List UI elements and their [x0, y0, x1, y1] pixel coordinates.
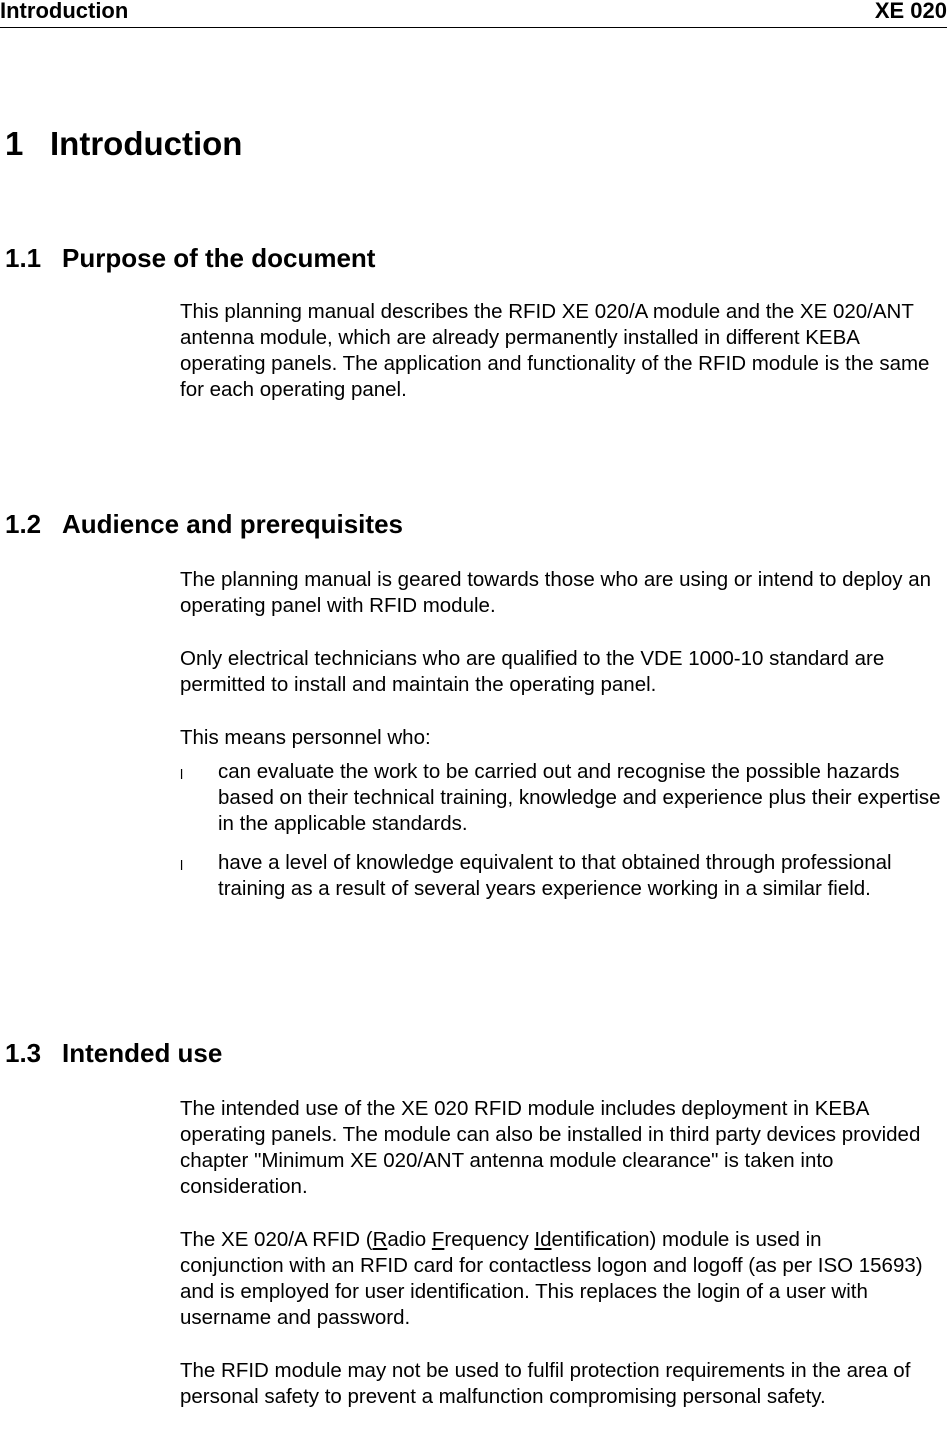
section-title: Audience and prerequisites [62, 509, 403, 539]
section-heading-intended-use [5, 1037, 222, 1069]
section-heading-audience [5, 508, 403, 540]
bullet-marker: l [180, 857, 184, 873]
list-item [180, 850, 945, 902]
paragraph-audience-3: This means personnel who: [180, 726, 431, 749]
header-product-name: XE 020 [874, 0, 947, 23]
rfid-paragraph-rest: conjunction with an RFID card for contactless logon and logoff (as per ISO 15693) and is employed for user identification. This replaces the login of a user with username and password. [180, 1254, 923, 1329]
list-item [180, 759, 945, 837]
rfid-line: The XE 020/A RFID (Radio Frequency Identification) module is used in [180, 1228, 822, 1251]
paragraph-audience-2: Only electrical technicians who are qualified to the VDE 1000-10 standard are permitted to install and maintain the operating panel. [180, 647, 885, 696]
list-item-text: have a level of knowledge equivalent to that obtained through professional training as a result of several years experience working in a similar field. [218, 851, 892, 900]
paragraph-intended-use-2 [180, 1227, 945, 1331]
chapter-heading [5, 124, 242, 164]
header-chapter-title: Introduction [0, 0, 129, 23]
chapter-number: 1 [5, 125, 24, 162]
section-number: 1.1 [5, 243, 42, 273]
section-title: Purpose of the document [62, 243, 376, 273]
section-number: 1.2 [5, 509, 42, 539]
bullet-marker: l [180, 766, 184, 782]
list-item-text: can evaluate the work to be carried out and recognise the possible hazards based on their technical training, knowledge and experience plus their expertise in the applicable standards. [218, 760, 941, 835]
paragraph-purpose: This planning manual describes the RFID XE 020/A module and the XE 020/ANT antenna module, which are already permanently installed in different KEBA operating panels. The application and functionality of the RFID module is the same for each operating panel. [180, 300, 930, 401]
chapter-title: Introduction [50, 125, 243, 162]
section-heading-purpose [5, 242, 375, 274]
paragraph-intended-use-1: The intended use of the XE 020 RFID module includes deployment in KEBA operating panels. The module can also be installed in third party devices provided chapter "Minimum XE 020/ANT antenna module clearance" is taken into consideration. [180, 1097, 921, 1198]
page-header [0, 0, 947, 28]
section-number: 1.3 [5, 1038, 42, 1068]
paragraph-intended-use-3: The RFID module may not be used to fulfil protection requirements in the area of personal safety to prevent a malfunction compromising personal safety. [180, 1359, 911, 1408]
paragraph-audience-1: The planning manual is geared towards those who are using or intend to deploy an operating panel with RFID module. [180, 568, 932, 617]
section-title: Intended use [62, 1038, 223, 1068]
